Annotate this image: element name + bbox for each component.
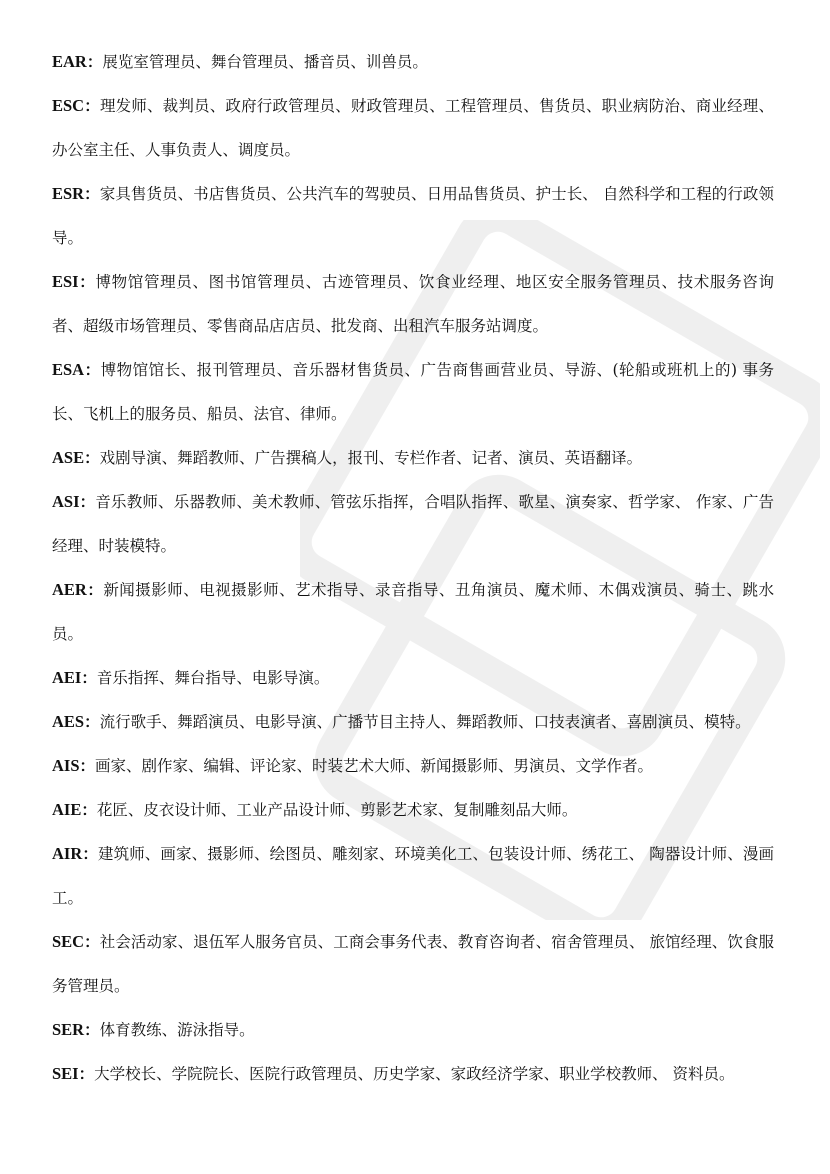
entry-esr: ESR：家具售货员、书店售货员、公共汽车的驾驶员、日用品售货员、护士长、 自然科学和工程的行政领导。 — [52, 184, 774, 247]
entry-text: 家具售货员、书店售货员、公共汽车的驾驶员、日用品售货员、护士长、 自然科学和工程的行政领导。 — [52, 185, 774, 247]
code-label: AIS — [52, 756, 80, 775]
entry-ser: SER：体育教练、游泳指导。 — [52, 1020, 255, 1039]
entry-text: 大学校长、学院院长、医院行政管理员、历史学家、家政经济学家、职业学校教师、 资料员。 — [94, 1065, 735, 1083]
code-label: AIE — [52, 800, 82, 819]
entry-text: 社会活动家、退伍军人服务官员、工商会事务代表、教育咨询者、宿舍管理员、 旅馆经理、饮食服务管理员。 — [52, 933, 774, 995]
entry-text: 体育教练、游泳指导。 — [99, 1021, 255, 1039]
entry-text: 音乐教师、乐器教师、美术教师、管弦乐指挥，合唱队指挥、歌星、演奏家、哲学家、 作家、广告经理、时装模特。 — [52, 493, 774, 555]
code-label: ASE — [52, 448, 85, 467]
entry-air: AIR：建筑师、画家、摄影师、绘图员、雕刻家、环境美化工、包装设计师、绣花工、 陶器设计师、漫画工。 — [52, 844, 774, 907]
code-label: ESR — [52, 184, 85, 203]
entry-text: 流行歌手、舞蹈演员、电影导演、广播节目主持人、舞蹈教师、口技表演者、喜剧演员、模特。 — [99, 713, 751, 731]
entry-esc: ESC：理发师、裁判员、政府行政管理员、财政管理员、工程管理员、售货员、职业病防治、商业经理、办公室主任、人事负责人、调度员。 — [52, 96, 774, 159]
entry-aei: AEI：音乐指挥、舞台指导、电影导演。 — [52, 668, 330, 687]
entry-text: 理发师、裁判员、政府行政管理员、财政管理员、工程管理员、售货员、职业病防治、商业经理、办公室主任、人事负责人、调度员。 — [52, 97, 774, 159]
entry-text: 建筑师、画家、摄影师、绘图员、雕刻家、环境美化工、包装设计师、绣花工、 陶器设计师、漫画工。 — [52, 845, 774, 907]
entry-asi: ASI：音乐教师、乐器教师、美术教师、管弦乐指挥，合唱队指挥、歌星、演奏家、哲学家、 作家、广告经理、时装模特。 — [52, 492, 774, 555]
code-label: AIR — [52, 844, 83, 863]
entry-aer: AER：新闻摄影师、电视摄影师、艺术指导、录音指导、丑角演员、魔术师、木偶戏演员、骑士、跳水员。 — [52, 580, 774, 643]
entry-esa: ESA：博物馆馆长、报刊管理员、音乐器材售货员、广告商售画营业员、导游、(轮船或班机上的) 事务长、飞机上的服务员、船员、法官、律师。 — [52, 360, 774, 423]
code-label: ESC — [52, 96, 85, 115]
entry-text: 戏剧导演、舞蹈教师、广告撰稿人，报刊、专栏作者、记者、演员、英语翻译。 — [99, 449, 643, 467]
entry-sei: SEI：大学校长、学院院长、医院行政管理员、历史学家、家政经济学家、职业学校教师、 资料员。 — [52, 1064, 735, 1083]
code-label: SEC — [52, 932, 85, 951]
entry-text: 博物馆馆长、报刊管理员、音乐器材售货员、广告商售画营业员、导游、(轮船或班机上的) 事务长、飞机上的服务员、船员、法官、律师。 — [52, 361, 774, 423]
code-label: AEI — [52, 668, 82, 687]
entry-text: 花匠、皮衣设计师、工业产品设计师、剪影艺术家、复制雕刻品大师。 — [96, 801, 578, 819]
code-label: ESI — [52, 272, 79, 291]
code-label: AES — [52, 712, 85, 731]
entry-text: 音乐指挥、舞台指导、电影导演。 — [96, 669, 330, 687]
entry-aie: AIE：花匠、皮衣设计师、工业产品设计师、剪影艺术家、复制雕刻品大师。 — [52, 800, 578, 819]
code-label: EAR — [52, 52, 87, 71]
entry-esi: ESI：博物馆管理员、图书馆管理员、古迹管理员、饮食业经理、地区安全服务管理员、技术服务咨询者、超级市场管理员、零售商品店店员、批发商、出租汽车服务站调度。 — [52, 272, 774, 335]
code-label: SEI — [52, 1064, 79, 1083]
code-label: AER — [52, 580, 87, 599]
entry-text: 新闻摄影师、电视摄影师、艺术指导、录音指导、丑角演员、魔术师、木偶戏演员、骑士、跳水员。 — [52, 581, 774, 643]
entry-sec: SEC：社会活动家、退伍军人服务官员、工商会事务代表、教育咨询者、宿舍管理员、 旅馆经理、饮食服务管理员。 — [52, 932, 774, 995]
entry-aes: AES：流行歌手、舞蹈演员、电影导演、广播节目主持人、舞蹈教师、口技表演者、喜剧演员、模特。 — [52, 712, 751, 731]
entry-text: 博物馆管理员、图书馆管理员、古迹管理员、饮食业经理、地区安全服务管理员、技术服务咨询者、超级市场管理员、零售商品店店员、批发商、出租汽车服务站调度。 — [52, 273, 774, 335]
entry-text: 展览室管理员、舞台管理员、播音员、训兽员。 — [102, 53, 428, 71]
entry-ear: EAR：展览室管理员、舞台管理员、播音员、训兽员。 — [52, 52, 428, 71]
occupation-code-list — [52, 40, 774, 1096]
entry-ais: AIS：画家、剧作家、编辑、评论家、时装艺术大师、新闻摄影师、男演员、文学作者。 — [52, 756, 654, 775]
entry-text: 画家、剧作家、编辑、评论家、时装艺术大师、新闻摄影师、男演员、文学作者。 — [95, 757, 654, 775]
entry-ase: ASE：戏剧导演、舞蹈教师、广告撰稿人，报刊、专栏作者、记者、演员、英语翻译。 — [52, 448, 643, 467]
code-label: ASI — [52, 492, 80, 511]
code-label: SER — [52, 1020, 85, 1039]
code-label: ESA — [52, 360, 85, 379]
